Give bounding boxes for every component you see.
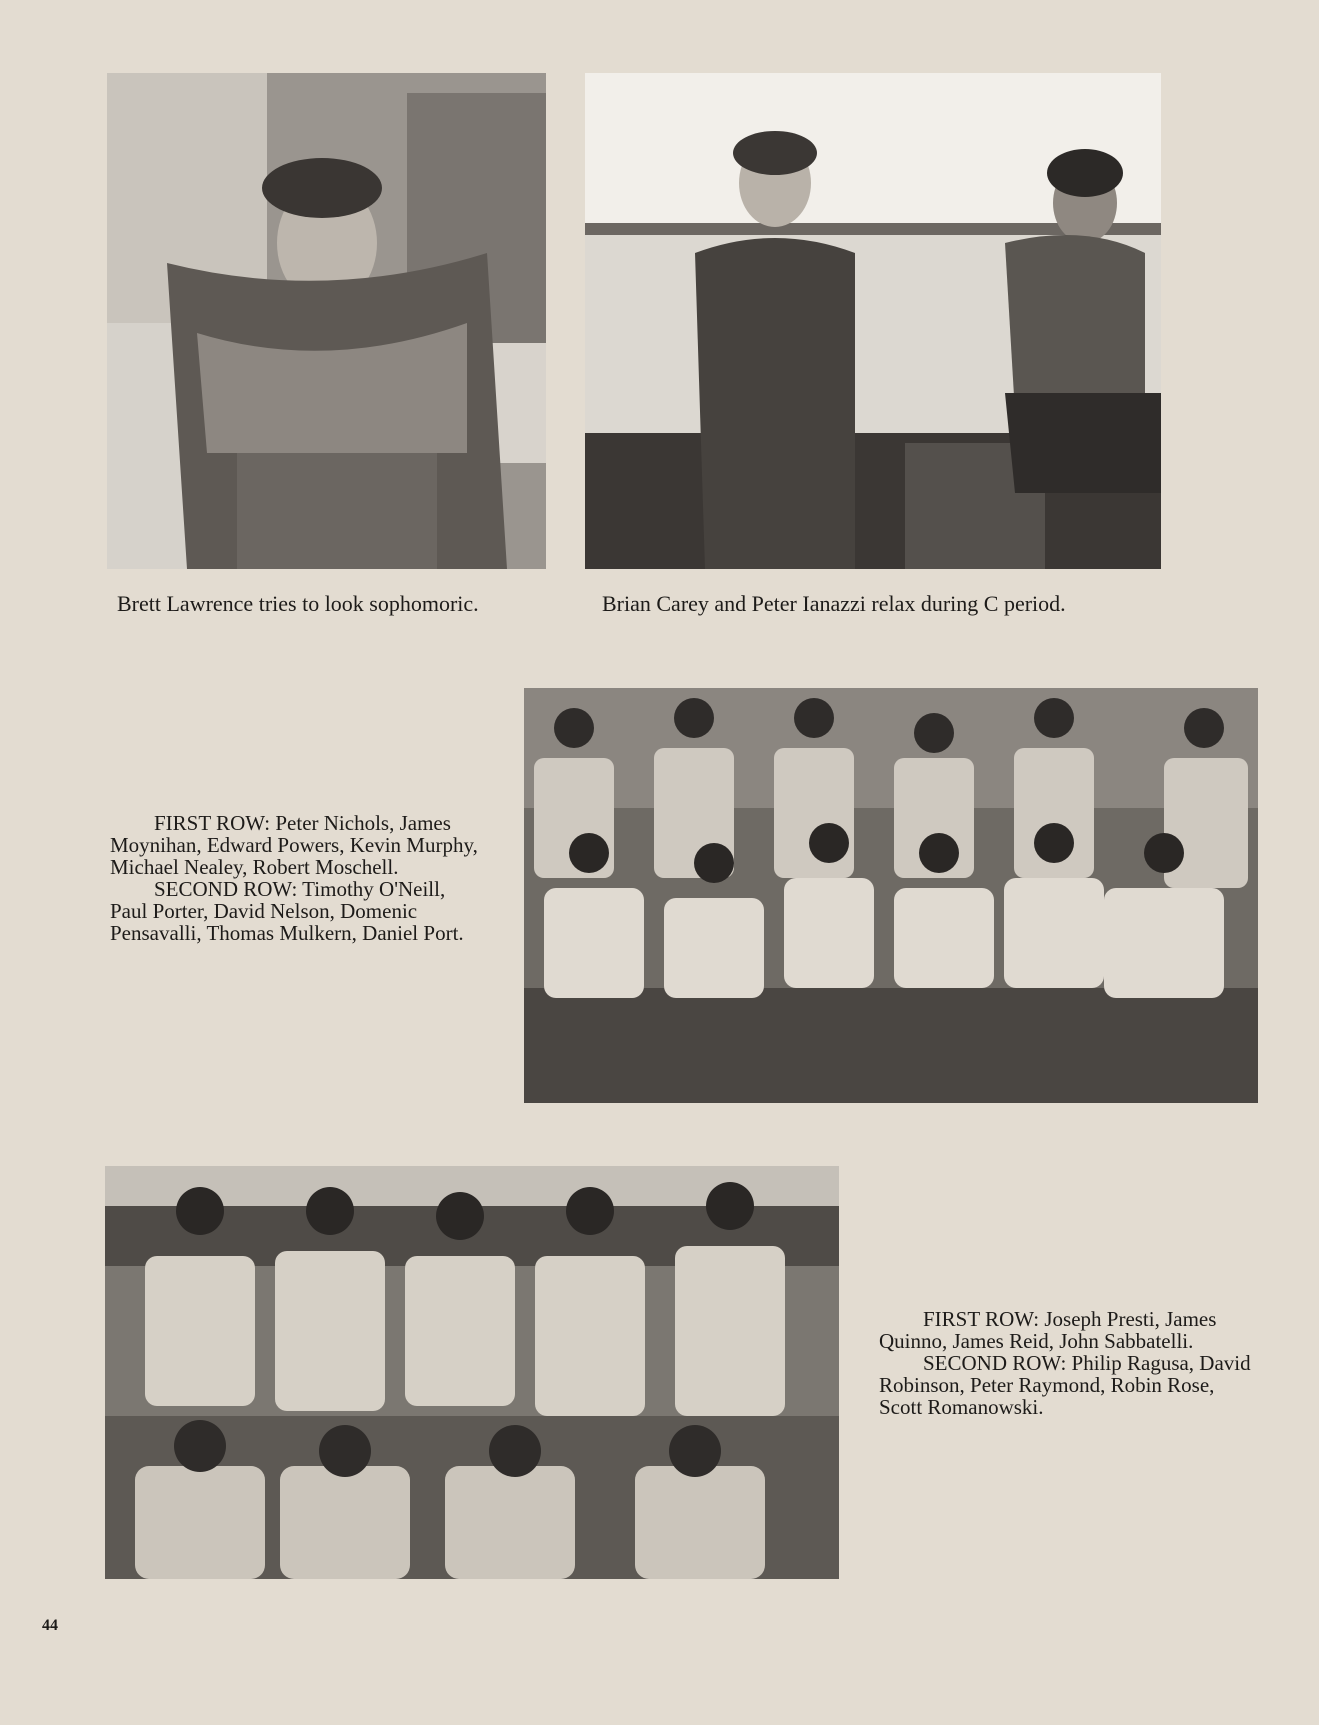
group2-first-row: FIRST ROW: Joseph Presti, James Quinno, James Reid, John Sabbatelli. bbox=[879, 1307, 1217, 1353]
caption-brett-lawrence: Brett Lawrence tries to look sophomoric. bbox=[117, 591, 479, 616]
photo-group2 bbox=[105, 1166, 839, 1579]
group1-first-row: FIRST ROW: Peter Nichols, James Moynihan, Edward Powers, Kevin Murphy, Michael Nealey, Robert Moschell. bbox=[110, 811, 478, 879]
photo-group2-graphic bbox=[105, 1166, 839, 1579]
photo-brett-lawrence-graphic bbox=[107, 73, 546, 569]
photo-group1 bbox=[524, 688, 1258, 1103]
photo-brian-carey-peter-ianazzi bbox=[585, 73, 1161, 569]
group2-second-row: SECOND ROW: Philip Ragusa, David Robinson, Peter Raymond, Robin Rose, Scott Romanowski. bbox=[879, 1351, 1251, 1419]
group1-roster bbox=[110, 812, 482, 944]
photo-brett-lawrence bbox=[107, 73, 546, 569]
group1-second-row: SECOND ROW: Timothy O'Neill, Paul Porter, David Nelson, Domenic Pensavalli, Thomas Mulkern, Daniel Port. bbox=[110, 877, 464, 945]
caption-brian-carey-peter-ianazzi: Brian Carey and Peter Ianazzi relax during C period. bbox=[602, 591, 1066, 616]
photo-group1-graphic bbox=[524, 688, 1258, 1103]
page-number: 44 bbox=[42, 1617, 58, 1634]
group2-roster bbox=[879, 1308, 1259, 1418]
photo-brian-peter-graphic bbox=[585, 73, 1161, 569]
